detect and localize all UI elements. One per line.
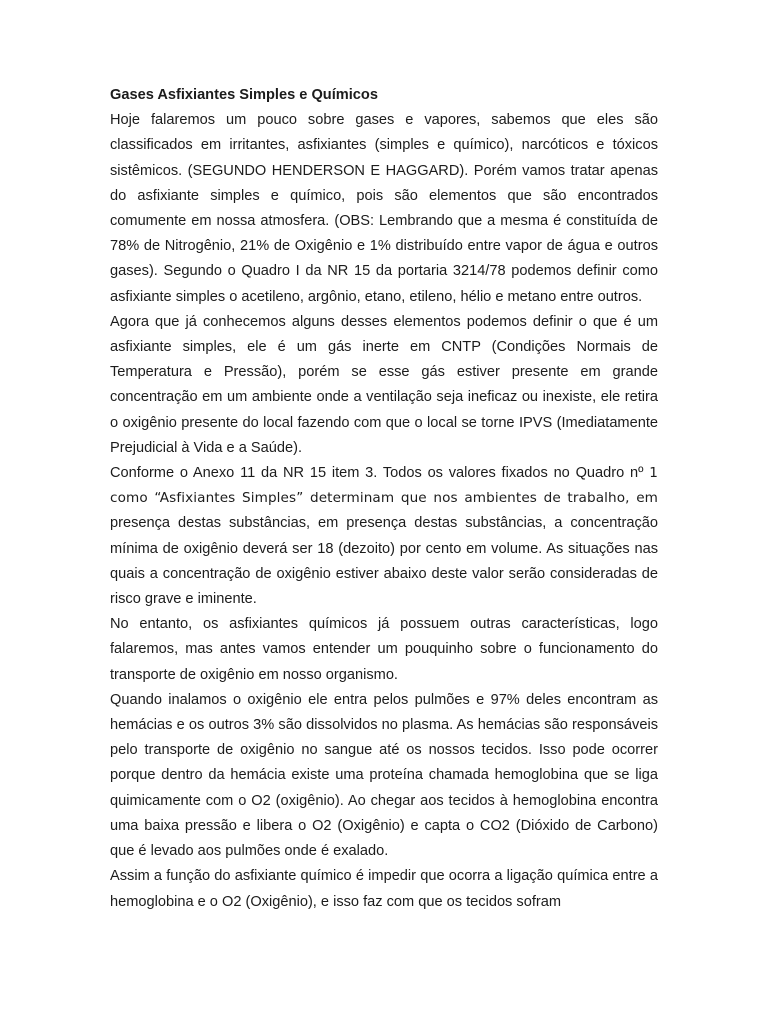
anexo-lead-text: Conforme o Anexo 11 da NR 15 item 3. Todos os valores fixados no Quadro nº xyxy=(110,465,644,482)
document-title: Gases Asfixiantes Simples e Químicos xyxy=(110,87,378,103)
paragraph-intro: Hoje falaremos um pouco sobre gases e vapores, sabemos que eles são classificados em irritantes, asfixiantes (simples e químico), narcóticos e tóxicos sistêmicos. (SEGUNDO HENDERSON E HAGGARD). Porém vamos tratar apenas do asfixiante simples e químico, pois são elementos que são encontrados comumente em nossa atmosfera. (OBS: Lembrando que a mesma é constituída de 78% de Nitrogênio, 21% de Oxigênio e 1% distribuído entre vapor de água e outros gases). Segundo o Quadro I da NR 15 da portaria 3214/78 podemos definir como asfixiante simples o acetileno, argônio, etano, etileno, hélio e metano entre outros. xyxy=(110,112,658,305)
paragraph-chemical-intro: No entanto, os asfixiantes químicos já possuem outras características, logo falaremos, mas antes vamos entender um pouquinho sobre o funcionamento do transporte de oxigênio em nosso organismo. xyxy=(110,616,658,683)
paragraph-chemical-function: Assim a função do asfixiante químico é impedir que ocorra a ligação química entre a hemoglobina e o O2 (Oxigênio), e isso faz com que os tecidos sofram xyxy=(110,868,658,910)
anexo-rest-text: presença destas substâncias, em presença destas substâncias, a concentração mínima de oxigênio deverá ser 18 (dezoito) por cento em volume. As situações nas quais a concentração de oxigênio estiver abaixo deste valor serão consideradas de risco grave e iminente. xyxy=(110,515,658,608)
paragraph-simple-asphyxiant: Agora que já conhecemos alguns desses elementos podemos definir o que é um asfixiante simples, ele é um gás inerte em CNTP (Condições Normais de Temperatura e Pressão), porém se esse gás estiver presente em grande concentração em um ambiente onde a ventilação seja ineficaz ou inexiste, ele retira o oxigênio presente do local fazendo com que o local se torne IPVS (Imediatamente Prejudicial à Vida e a Saúde). xyxy=(110,313,658,456)
anexo-quote-text: 1 como “Asfixiantes Simples” determinam que nos ambientes de trabalho, em xyxy=(110,465,658,507)
paragraph-oxygen-transport: Quando inalamos o oxigênio ele entra pelos pulmões e 97% deles encontram as hemácias e os outros 3% são dissolvidos no plasma. As hemácias são responsáveis pelo transporte de oxigênio no sangue até os nossos tecidos. Isso pode ocorrer porque dentro da hemácia existe uma proteína chamada hemoglobina que se liga quimicamente com o O2 (oxigênio). Ao chegar aos tecidos à hemoglobina encontra uma baixa pressão e libera o O2 (Oxigênio) e capta o CO2 (Dióxido de Carbono) que é levado aos pulmões onde é exalado. xyxy=(110,691,658,860)
paragraph-anexo-11 xyxy=(110,461,658,612)
document-body xyxy=(110,83,658,915)
